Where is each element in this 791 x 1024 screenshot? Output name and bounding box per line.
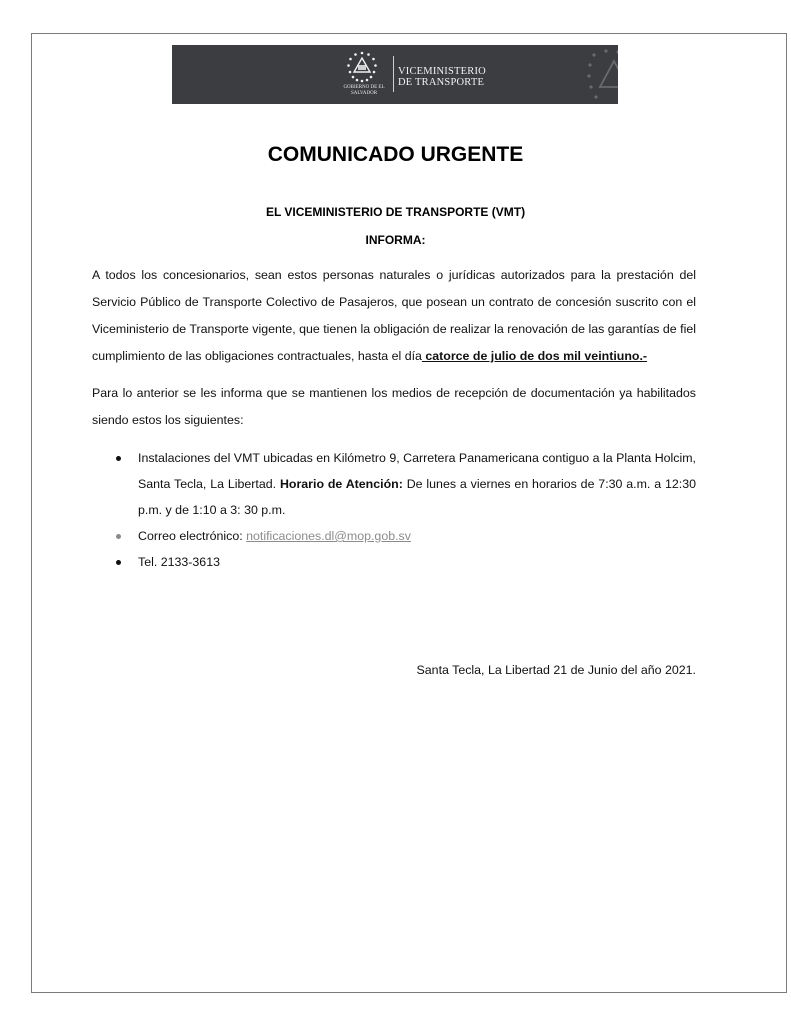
place-date-signoff: Santa Tecla, La Libertad 21 de Junio del año 2021. [416,663,696,677]
list-item-location [116,445,696,523]
bullet-icon [116,534,121,539]
bullet-icon [116,560,121,565]
channels-list [116,445,696,575]
page-title: COMUNICADO URGENTE [267,143,524,166]
watermark-seal-icon [584,47,618,103]
email-label: Correo electrónico: [138,529,243,543]
logo-caption: GOBIERNO DE EL SALVADOR [343,85,385,96]
main-paragraph-text: A todos los concesionarios, sean estos personas naturales o jurídicas autorizados para la prestación del Servicio Público de Transporte Colectivo de Pasajeros, que posean un contrato de concesión suscrito con el Viceministerio de Transporte vigente, que tienen la obligación de realizar la renovación de las garantías de fiel cumplimiento de las obligaciones contractuales, hasta el día [92,268,696,363]
main-paragraph [92,262,696,370]
list-item-email [116,523,696,549]
phone-text: Tel. 2133-3613 [138,555,220,569]
deadline-text: catorce de julio de dos mil veintiuno.- [421,349,648,363]
agency-name [398,66,486,88]
location-text: Instalaciones del VMT ubicadas en Kilómetro 9, Carretera Panamericana contiguo a la Planta Holcim, Santa Tecla, La Libertad. [138,451,696,491]
hours-text: De lunes a viernes en horarios de 7:30 a.m. a 12:30 p.m. y de 1:10 a 3: 30 p.m. [138,477,696,517]
agency-line-1: VICEMINISTERIO [398,66,486,77]
header-banner [172,45,618,104]
informa-heading: INFORMA: [365,233,426,247]
reception-paragraph: Para lo anterior se les informa que se mantienen los medios de recepción de documentación ya habilitados siendo estos los siguientes: [92,386,696,427]
email-link[interactable]: notificaciones.dl@mop.gob.sv [246,529,411,543]
issuer-heading: EL VICEMINISTERIO DE TRANSPORTE (VMT) [265,205,526,219]
hours-label: Horario de Atención: [279,477,403,491]
agency-line-2: DE TRANSPORTE [398,77,485,88]
coat-of-arms-icon [342,50,382,90]
banner-divider [393,56,394,92]
bullet-icon [116,456,121,461]
list-item-phone [116,549,696,575]
